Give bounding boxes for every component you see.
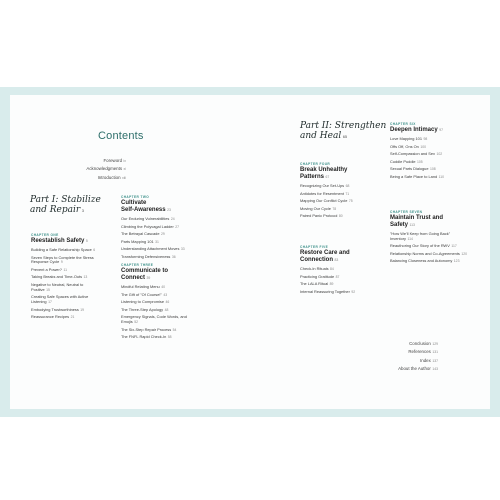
front-matter-list <box>86 157 126 182</box>
toc-section[interactable]: Creating Safe Spaces with Active Listening 17 <box>31 294 89 305</box>
toc-section[interactable]: The LALA Ritual 89 <box>300 281 334 287</box>
toc-section[interactable]: Listening to Compromise 46 <box>121 299 170 305</box>
chapter-title[interactable]: Communicate to Connect 39 <box>121 268 169 281</box>
section-list <box>31 248 103 320</box>
toc-entry-references[interactable]: References 131 <box>408 349 438 355</box>
toc-section[interactable]: Paired Panic Protocol 80 <box>300 213 343 219</box>
toc-section[interactable]: Love Mapping 101 98 <box>390 136 428 141</box>
toc-section[interactable]: Sexual Parts Dialogue 108 <box>390 166 436 172</box>
toc-entry-conclusion[interactable]: Conclusion 129 <box>409 341 438 346</box>
toc-section[interactable]: Check-In Rituals 84 <box>300 266 334 271</box>
toc-section[interactable]: Being a Safe Place to Land 110 <box>390 173 445 179</box>
toc-entry-index[interactable]: Index 137 <box>420 357 438 363</box>
book-spread <box>0 87 500 417</box>
toc-section[interactable]: Recognizing Our Set-Ups 68 <box>300 183 350 188</box>
chapter-6 <box>390 122 474 183</box>
part-2-title[interactable]: Part II: Strengthen and Heal 65 <box>300 121 387 141</box>
toc-section[interactable]: The Three-Step Apology 48 <box>121 306 169 312</box>
toc-section[interactable]: Balancing Closeness and Autonomy 123 <box>390 258 460 264</box>
chapter-7 <box>390 210 474 267</box>
chapter-3 <box>121 263 203 343</box>
toc-section[interactable]: Mindful Relating Menu 40 <box>121 284 165 289</box>
toc-section[interactable]: Reassurance Recipes 21 <box>31 314 75 320</box>
toc-section[interactable]: Embodying Trustworthiness 19 <box>31 306 85 312</box>
toc-section[interactable]: Practicing Gratitude 87 <box>300 273 340 279</box>
toc-entry-acknowledgments[interactable]: Acknowledgments xi <box>86 166 126 172</box>
section-list <box>390 137 474 180</box>
toc-section[interactable]: Mapping Our Conflict Cycle 75 <box>300 198 353 204</box>
toc-section[interactable]: Taking Breaks and Time-Outs 13 <box>31 274 88 280</box>
section-list <box>121 285 203 340</box>
chapter-label: CHAPTER SEVEN <box>390 210 423 214</box>
toc-entry-introduction[interactable]: Introduction xiii <box>97 174 126 180</box>
contents-page <box>10 95 490 409</box>
toc-section[interactable]: The FNFL Rapid Check-In 58 <box>121 334 172 340</box>
toc-section[interactable]: Seven Steps to Complete the Stress Response Cycle 9 <box>31 254 94 265</box>
chapter-5 <box>300 245 376 297</box>
chapter-label: CHAPTER TWO <box>121 195 150 199</box>
chapter-label: CHAPTER FIVE <box>300 245 329 249</box>
section-list <box>300 267 376 294</box>
chapter-title[interactable]: Break Unhealthy Patterns 67 <box>300 167 348 180</box>
toc-entry-foreword[interactable]: Foreword ix <box>103 158 126 163</box>
toc-section[interactable]: Prevent a Power? 11 <box>31 266 67 272</box>
chapter-title[interactable]: Maintain Trust and Safety 113 <box>390 215 444 228</box>
toc-section[interactable]: Transforming Defensiveness 36 <box>121 253 176 259</box>
chapter-2 <box>121 195 203 263</box>
chapter-title[interactable]: Cultivate Self-Awareness 23 <box>121 200 171 213</box>
toc-section[interactable]: The Gift of "Of Course!" 43 <box>121 291 168 297</box>
toc-section[interactable]: Cuddle Puddle 105 <box>390 158 423 164</box>
toc-section[interactable]: Internal Reassuring Together 92 <box>300 288 356 294</box>
chapter-title[interactable]: Deepen Intimacy 97 <box>390 127 443 133</box>
chapter-label: CHAPTER ONE <box>31 233 59 237</box>
toc-section[interactable]: Offs Off, Ons On 100 <box>390 143 427 149</box>
toc-section[interactable]: Self-Compassion and Sex 102 <box>390 151 443 157</box>
section-list <box>390 232 474 264</box>
toc-section[interactable]: Negative to Neutral, Neutral to Positive 15 <box>31 282 84 292</box>
chapter-1 <box>31 233 103 323</box>
toc-section[interactable]: Moving Our Cycle 78 <box>300 205 337 211</box>
toc-section[interactable]: Emergency Signals, Code Words, and Emojis 52 <box>121 314 187 325</box>
toc-section[interactable]: Our Enduring Vulnerabilities 24 <box>121 216 175 221</box>
section-list <box>121 217 203 260</box>
chapter-label: CHAPTER FOUR <box>300 162 331 166</box>
contents-title: Contents <box>98 130 144 142</box>
toc-section[interactable]: Understanding Attachment Moves 33 <box>121 246 185 252</box>
back-matter-list <box>378 340 438 374</box>
toc-section[interactable]: Parts Mapping 101 31 <box>121 238 159 244</box>
toc-section[interactable]: Climbing the Polyvagal Ladder 27 <box>121 223 180 229</box>
chapter-title[interactable]: Reestablish Safety 5 <box>31 238 88 244</box>
section-list <box>300 184 376 219</box>
toc-entry-about-the-author[interactable]: About the Author 143 <box>398 366 438 372</box>
toc-section[interactable]: The Six-Step Repair Process 54 <box>121 326 177 332</box>
toc-section[interactable]: Reauthoring Our Story of the RWV 117 <box>390 243 457 249</box>
chapter-4 <box>300 162 376 222</box>
toc-section[interactable]: "How We'll Keep from Going Back" Inventory 114 <box>390 231 451 241</box>
toc-section[interactable]: The Betrayal Cascade 29 <box>121 231 165 237</box>
chapter-label: CHAPTER SIX <box>390 122 416 126</box>
toc-section[interactable]: Antidotes for Resentment 71 <box>300 190 350 196</box>
toc-section[interactable]: Relationship Norms and Co-Agreements 120 <box>390 250 468 256</box>
toc-section[interactable]: Building a Safe Relationship Space 6 <box>31 247 96 252</box>
part-1-title[interactable]: Part I: Stabilize and Repair 3 <box>30 195 101 215</box>
chapter-label: CHAPTER THREE <box>121 263 154 267</box>
chapter-title[interactable]: Restore Care and Connection 83 <box>300 250 350 263</box>
